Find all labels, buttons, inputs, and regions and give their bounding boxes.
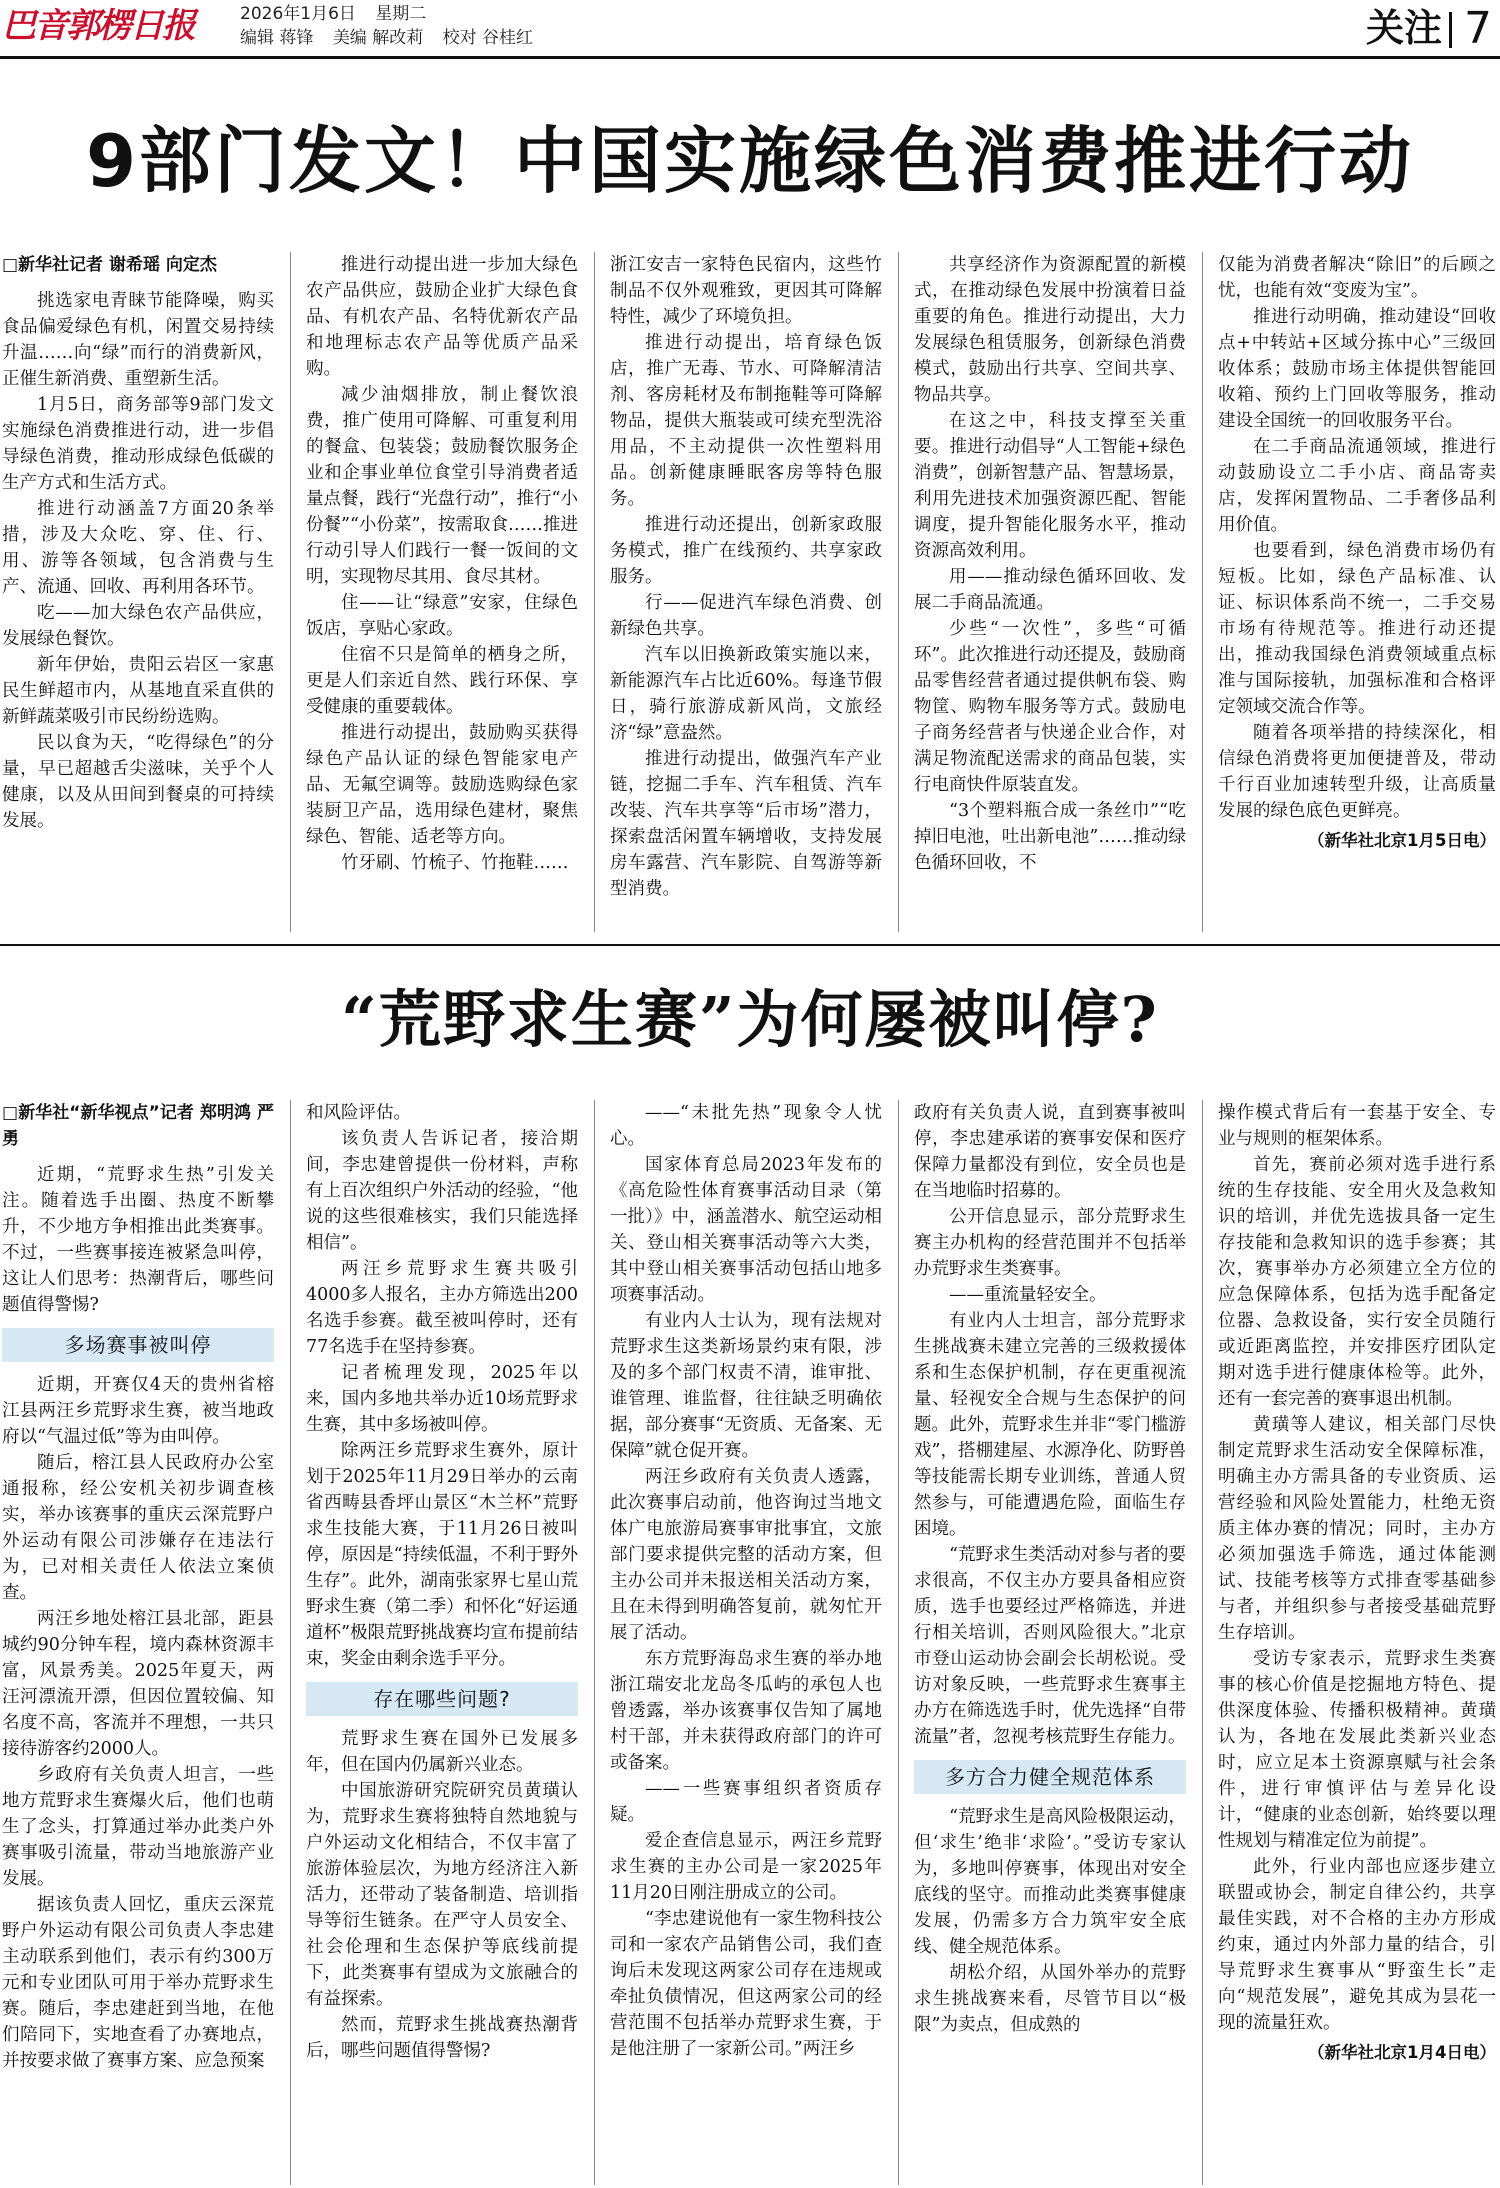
paragraph: 操作模式背后有一套基于安全、专业与规则的框架体系。 <box>1218 1103 1496 1149</box>
paragraph: 推进行动涵盖7方面20条举措，涉及大众吃、穿、住、行、用、游等各领域，包含消费与生产、流通、回收、再利用各环节。 <box>2 499 274 597</box>
masthead-rule <box>0 56 1500 59</box>
column-divider <box>898 252 899 932</box>
paragraph: 在这之中，科技支撑至关重要。推进行动倡导“人工智能+绿色消费”，创新智慧产品、智慧场景，利用先进技术加强资源匹配、智能调度，提升智能化服务水平，推动资源高效利用。 <box>914 411 1186 561</box>
article1-column-3 <box>610 252 882 932</box>
article1-column-1 <box>2 252 274 932</box>
paragraph: 减少油烟排放，制止餐饮浪费，推广使用可降解、可重复利用的餐盒、包装袋；鼓励餐饮服务企业和企事业单位食堂引导消费者适量点餐，践行“光盘行动”，推行“小份餐”“小份菜”，按需取食……推进行动引导人们践行一餐一饭间的文明，实现物尽其用、食尽其材。 <box>306 385 578 587</box>
paragraph: 近期，“荒野求生热”引发关注。随着选手出圈、热度不断攀升，不少地方争相推出此类赛事。不过，一些赛事接连被紧急叫停，这让人们思考：热潮背后，哪些问题值得警惕? <box>2 1165 274 1315</box>
article1-column-5 <box>1218 252 1496 932</box>
paragraph: ——重流量轻安全。 <box>949 1285 1107 1305</box>
paragraph: 此外，行业内部也应逐步建立联盟或协会，制定自律公约，共享最佳实践，对不合格的主办方形成约束，通过内外部力量的结合，引导荒野求生赛事从“野蛮生长”走向“规范发展”，避免其成为昙花一现的流量狂欢。 <box>1218 1857 1496 2033</box>
paragraph: 和风险评估。 <box>306 1103 411 1123</box>
proofreader-credit: 校对 谷桂红 <box>442 28 534 48</box>
column-divider <box>290 252 291 932</box>
article2-col2-body-b <box>306 1726 578 2064</box>
article2-col4-body-b <box>914 1804 1186 2038</box>
article2-col1-body <box>2 1372 274 2074</box>
paragraph: 荒野求生赛在国外已发展多年，但在国内仍属新兴业态。 <box>306 1729 578 1775</box>
article2-col4-body <box>914 1100 1186 1750</box>
issue-date: 2026年1月6日 <box>240 4 356 24</box>
paragraph: 仅能为消费者解决“除旧”的后顾之忧，也能有效“变废为宝”。 <box>1218 255 1496 301</box>
paragraph: 随着各项举措的持续深化，相信绿色消费将更加便捷普及，带动千行百业加速转型升级，让高质量发展的绿色底色更鲜亮。 <box>1218 723 1496 821</box>
paragraph: 推进行动提出，做强汽车产业链，挖掘二手车、汽车租赁、汽车改装、汽车共享等“后市场”潜力，探索盘活闲置车辆增收，支持发展房车露营、汽车影院、自驾游等新型消费。 <box>610 749 882 899</box>
subhead-regulation: 多方合力健全规范体系 <box>914 1760 1186 1794</box>
paragraph: 也要看到，绿色消费市场仍有短板。比如，绿色产品标准、认证、标识体系尚不统一，二手交易市场有待规范等。推进行动还提出，推动我国绿色消费领域重点标准与国际接轨，加强标准和合格评定领域交流合作等。 <box>1218 541 1496 717</box>
paragraph: 行——促进汽车绿色消费、创新绿色共享。 <box>610 593 882 639</box>
article1-byline: □新华社记者 谢希瑶 向定杰 <box>2 255 217 275</box>
paragraph: 有业内人士坦言，部分荒野求生挑战赛未建立完善的三级救援体系和生态保护机制，存在更重视流量、轻视安全合规与生态保护的问题。此外，荒野求生并非“零门槛游戏”，搭棚建屋、水源净化、防野兽等技能需长期专业训练，普通人贸然参与，可能遭遇危险，面临生存困境。 <box>914 1311 1186 1539</box>
article1-col3-body <box>610 252 882 902</box>
article2-col3-body <box>610 1100 882 2062</box>
paragraph: “荒野求生类活动对参与者的要求很高，不仅主办方要具备相应资质，选手也要经过严格筛选，并进行相关培训，否则风险很大。”北京市登山运动协会副会长胡松说。受访对象反映，一些荒野求生赛事主办方在筛选选手时，优先选择“自带流量”者，忽视考核荒野生存能力。 <box>914 1545 1186 1747</box>
column-divider <box>290 1100 291 2185</box>
paragraph: 两汪乡地处榕江县北部，距县城约90分钟车程，境内森林资源丰富，风景秀美。2025年夏天，两汪河漂流开漂，但因位置较偏、知名度不高，客流并不理想，一共只接待游客约2000人。 <box>2 1609 274 1759</box>
article2-col5-body <box>1218 1100 1496 2036</box>
paragraph: 然而，荒野求生挑战赛热潮背后，哪些问题值得警惕? <box>306 2015 578 2061</box>
paragraph: 在二手商品流通领域，推进行动鼓励设立二手小店、商品寄卖店，发挥闲置物品、二手奢侈品利用价值。 <box>1218 437 1496 535</box>
paragraph: 汽车以旧换新政策实施以来，新能源汽车占比近60%。每逢节假日，骑行旅游成新风尚，文旅经济“绿”意盎然。 <box>610 645 882 743</box>
paragraph: 共享经济作为资源配置的新模式，在推动绿色发展中扮演着日益重要的角色。推进行动提出，大力发展绿色租赁服务，创新绿色消费模式，鼓励出行共享、空间共享、物品共享。 <box>914 255 1186 405</box>
paragraph: 挑选家电青睐节能降噪，购买食品偏爱绿色有机，闲置交易持续升温……向“绿”而行的消费新风，正催生新消费、重塑新生活。 <box>2 291 274 389</box>
article2-col2-body <box>306 1100 578 1672</box>
article1-col5-body <box>1218 252 1496 824</box>
paragraph: 首先，赛前必须对选手进行系统的生存技能、安全用火及急救知识的培训，并优先选拔具备一定生存技能和急救知识的选手参赛；其次，赛事举办方必须建立全方位的应急保障体系，包括为选手配备定位器、急救设备，实行安全员随行或近距离监控，并安排医疗团队定期对选手进行健康体检等。此外，还有一套完善的赛事退出机制。 <box>1218 1155 1496 1409</box>
paragraph: 浙江安吉一家特色民宿内，这些竹制品不仅外观雅致，更因其可降解特性，减少了环境负担。 <box>610 255 882 327</box>
column-divider <box>1202 1100 1203 2185</box>
paragraph: 民以食为天，“吃得绿色”的分量，早已超越舌尖滋味，关乎个人健康，以及从田间到餐桌的可持续发展。 <box>2 733 274 831</box>
article1-col2-body <box>306 252 578 876</box>
column-divider <box>1202 252 1203 932</box>
paragraph: 乡政府有关负责人坦言，一些地方荒野求生赛爆火后，他们也萌生了念头，打算通过举办此类户外赛事吸引流量，带动当地旅游产业发展。 <box>2 1765 274 1889</box>
subhead-suspended-events: 多场赛事被叫停 <box>2 1328 274 1362</box>
paragraph: 公开信息显示，部分荒野求生赛主办机构的经营范围并不包括举办荒野求生类赛事。 <box>914 1207 1186 1279</box>
page-separator <box>1449 12 1452 48</box>
article1-column-4 <box>914 252 1186 932</box>
paragraph: ——一些赛事组织者资质存疑。 <box>610 1779 882 1825</box>
section-name: 关注 <box>1365 6 1442 50</box>
paragraph: 推进行动提出，培育绿色饭店，推广无毒、节水、可降解清洁剂、客房耗材及布制拖鞋等可降解物品，提供大瓶装或可续充型洗浴用品，不主动提供一次性塑料用品。创新健康睡眠客房等特色服务。 <box>610 333 882 509</box>
paragraph: “荒野求生是高风险极限运动，但‘求生’绝非‘求险’。”受访专家认为，多地叫停赛事，体现出对安全底线的坚守。而推动此类赛事健康发展，仍需多方合力筑牢安全底线、健全规范体系。 <box>914 1807 1186 1957</box>
paragraph: “3个塑料瓶合成一条丝巾”“吃掉旧电池，吐出新电池”……推动绿色循环回收，不 <box>914 801 1186 873</box>
paragraph: 少些“一次性”，多些“可循环”。此次推进行动还提及，鼓励商品零售经营者通过提供帆布袋、购物筐、购物车服务等方式。鼓励电子商务经营者与快递企业合作，对满足物流配送需求的商品包装，实行电商快件原装直发。 <box>914 619 1186 795</box>
column-divider <box>594 252 595 932</box>
paragraph: 1月5日，商务部等9部门发文实施绿色消费推进行动，进一步倡导绿色消费，推动形成绿色低碳的生产方式和生活方式。 <box>2 395 274 493</box>
editor-credit: 编辑 蒋锋 <box>240 28 314 48</box>
paragraph: 用——推动绿色循环回收、发展二手商品流通。 <box>914 567 1186 613</box>
paragraph: 国家体育总局2023年发布的《高危险性体育赛事活动目录（第一批）》中，涵盖潜水、航空运动相关、登山相关赛事活动等六大类，其中登山相关赛事活动包括山地多项赛事活动。 <box>610 1155 882 1305</box>
article1-title: 9部门发文！中国实施绿色消费推进行动 <box>85 119 1415 203</box>
article2-dateline: （新华社北京1月4日电） <box>1308 2043 1496 2062</box>
article2-column-5 <box>1218 1100 1496 2185</box>
article1-dateline: （新华社北京1月5日电） <box>1308 831 1496 850</box>
paragraph: 推进行动还提出，创新家政服务模式，推广在线预约、共享家政服务。 <box>610 515 882 587</box>
paragraph: 推进行动明确，推动建设“回收点+中转站+区域分拣中心”三级回收体系；鼓励市场主体提供智能回收箱、预约上门回收等服务，推动建设全国统一的回收服务平台。 <box>1218 307 1496 431</box>
paragraph: 政府有关负责人说，直到赛事被叫停，李忠建承诺的赛事安保和医疗保障力量都没有到位，安全员也是在当地临时招募的。 <box>914 1103 1186 1201</box>
article2-column-1 <box>2 1100 274 2185</box>
paragraph: 两汪乡荒野求生赛共吸引4000多人报名，主办方筛选出200名选手参赛。截至被叫停时，还有77名选手在坚持参赛。 <box>306 1259 578 1357</box>
paragraph: 两汪乡政府有关负责人透露，此次赛事启动前，他咨询过当地文体广电旅游局赛事审批事宜，文旅部门要求提供完整的活动方案，但主办公司并未报送相关活动方案，且在未得到明确答复前，就匆忙开展了活动。 <box>610 1467 882 1643</box>
paragraph: 吃——加大绿色农产品供应，发展绿色餐饮。 <box>2 603 274 649</box>
article2-column-3 <box>610 1100 882 2185</box>
article2-column-2 <box>306 1100 578 2185</box>
paragraph: 东方荒野海岛求生赛的举办地浙江瑞安北龙岛冬瓜屿的承包人也曾透露，举办该赛事仅告知了属地村干部，并未获得政府部门的许可或备案。 <box>610 1649 882 1773</box>
paragraph: 推进行动提出进一步加大绿色农产品供应，鼓励企业扩大绿色食品、有机农产品、名特优新农产品和地理标志农产品等优质产品采购。 <box>306 255 578 379</box>
article-separator <box>0 944 1500 946</box>
article2-col1-intro <box>2 1162 274 1318</box>
article1-column-2 <box>306 252 578 932</box>
paragraph: ——“未批先热”现象令人忧心。 <box>610 1103 882 1149</box>
paragraph: 有业内人士认为，现有法规对荒野求生这类新场景约束有限，涉及的多个部门权责不清，谁审批、谁管理、谁监督，往往缺乏明确依据，部分赛事“无资质、无备案、无保障”就仓促开赛。 <box>610 1311 882 1461</box>
article2-title: “荒野求生赛”为何屡被叫停? <box>341 983 1159 1056</box>
paragraph: 住宿不只是简单的栖身之所，更是人们亲近自然、践行环保、享受健康的重要载体。 <box>306 645 578 717</box>
article1-col1-body <box>2 288 274 834</box>
paragraph: 中国旅游研究院研究员黄璜认为，荒野求生赛将独特自然地貌与户外运动文化相结合，不仅丰富了旅游体验层次，为地方经济注入新活力，还带动了装备制造、培训指导等衍生链条。在严守人员安全、社会伦理和生态保护等底线前提下，此类赛事有望成为文旅融合的有益探索。 <box>306 1781 578 2009</box>
paragraph: 近期，开赛仅4天的贵州省榕江县两汪乡荒野求生赛，被当地政府以“气温过低”等为由叫停。 <box>2 1375 274 1447</box>
article2-column-4 <box>914 1100 1186 2185</box>
paragraph: 爱企查信息显示，两汪乡荒野求生赛的主办公司是一家2025年11月20日刚注册成立的公司。 <box>610 1831 882 1903</box>
paragraph: 黄璜等人建议，相关部门尽快制定荒野求生活动安全保障标准，明确主办方需具备的专业资质、运营经验和风险处置能力，杜绝无资质主体办赛的情况；同时，主办方必须加强选手筛选，通过体能测试、技能考核等方式排查零基础参与者，并组织参与者接受基础荒野生存培训。 <box>1218 1415 1496 1643</box>
paragraph: 竹牙刷、竹梳子、竹拖鞋…… <box>341 853 569 873</box>
paragraph: 新年伊始，贵阳云岩区一家惠民生鲜超市内，从基地直采直供的新鲜蔬菜吸引市民纷纷选购。 <box>2 655 274 727</box>
paragraph: 据该负责人回忆，重庆云深荒野户外运动有限公司负责人李忠建主动联系到他们，表示有约300万元和专业团队可用于举办荒野求生赛。随后，李忠建赶到当地，在他们陪同下，实地查看了办赛地点，并按要求做了赛事方案、应急预案 <box>2 1895 274 2071</box>
paragraph: 除两汪乡荒野求生赛外，原计划于2025年11月29日举办的云南省西畴县香坪山景区“木兰杯”荒野求生技能大赛，于11月26日被叫停，原因是“持续低温，不利于野外生存”。此外，湖南张家界七星山荒野求生赛（第二季）和怀化“好运通道杯”极限荒野挑战赛均宣布提前结束，奖金由剩余选手平分。 <box>306 1441 578 1669</box>
newspaper-logo: 巴音郭楞日报 <box>2 6 194 46</box>
paragraph: 记者梳理发现，2025年以来，国内多地共举办近10场荒野求生赛，其中多场被叫停。 <box>306 1363 578 1435</box>
paragraph: 胡松介绍，从国外举办的荒野求生挑战赛来看，尽管节目以“极限”为卖点，但成熟的 <box>914 1963 1186 2035</box>
designer-credit: 美编 解改莉 <box>332 28 424 48</box>
paragraph: 随后，榕江县人民政府办公室通报称，经公安机关初步调查核实，举办该赛事的重庆云深荒野户外运动有限公司涉嫌存在违法行为，已对相关责任人依法立案侦查。 <box>2 1453 274 1603</box>
paragraph: 推进行动提出，鼓励购买获得绿色产品认证的绿色智能家电产品、无氟空调等。鼓励选购绿色家装厨卫产品，选用绿色建材，聚焦绿色、智能、适老等方向。 <box>306 723 578 847</box>
paragraph: 该负责人告诉记者，接洽期间，李忠建曾提供一份材料，声称有上百次组织户外活动的经验，“他说的这些很难核实，我们只能选择相信”。 <box>306 1129 578 1253</box>
paragraph: 受访专家表示，荒野求生类赛事的核心价值是挖掘地方特色、提供深度体验、传播积极精神。黄璜认为，各地在发展此类新兴业态时，应立足本土资源禀赋与社会条件，进行审慎评估与差异化设计，“健康的业态创新，始终要以理性规划与精准定位为前提”。 <box>1218 1649 1496 1851</box>
paragraph: 住——让“绿意”安家，住绿色饭店，享贴心家政。 <box>306 593 578 639</box>
issue-weekday: 星期二 <box>375 4 427 24</box>
issue-info <box>240 2 547 50</box>
page-number: 7 <box>1464 3 1492 54</box>
subhead-problems: 存在哪些问题? <box>306 1682 578 1716</box>
column-divider <box>594 1100 595 2185</box>
article2-byline: □新华社“新华视点”记者 郑明鸿 严勇 <box>2 1103 274 1149</box>
column-divider <box>898 1100 899 2185</box>
masthead <box>0 0 1500 58</box>
paragraph: “李忠建说他有一家生物科技公司和一家农产品销售公司，我们查询后未发现这两家公司存在违规或牵扯负债情况，但这两家公司的经营范围不包括举办荒野求生赛，于是他注册了一家新公司。”两汪乡 <box>610 1909 882 2059</box>
article1-col4-body <box>914 252 1186 876</box>
